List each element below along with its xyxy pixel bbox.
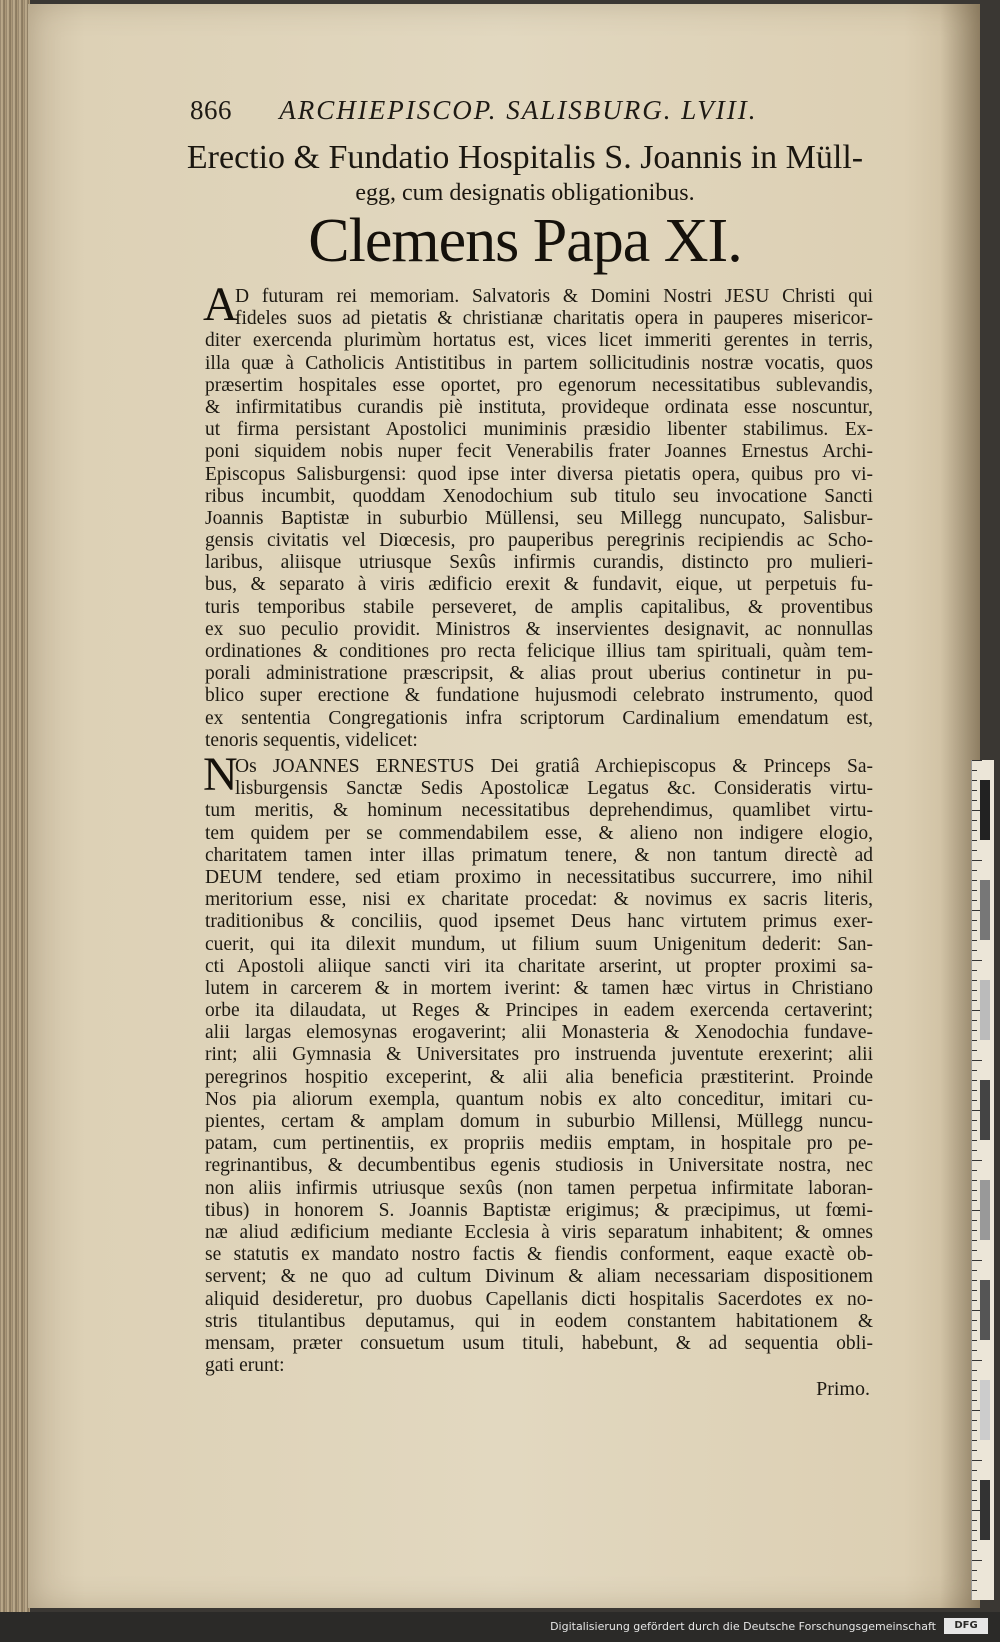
text-line: charitatem tamen inter illas primatum tenere, & non tantum directè ad: [205, 844, 873, 866]
text-line: poni siquidem nobis nuper fecit Venerabilis frater Joannes Ernestus Archi-: [205, 441, 873, 463]
text-line: aliquid desideretur, pro duobus Capellanis dicti hospitalis Sacerdotes ex no-: [205, 1288, 873, 1310]
drop-cap-a: A: [203, 278, 238, 331]
running-head: ARCHIEPISCOP. SALISBURG. LVIII.: [279, 95, 758, 125]
text-line: bus, & separato à viris ædificio erexit & fundavit, eique, ut perpetuis fu-: [205, 574, 873, 596]
text-line: tem quidem per se commendabilem esse, & alieno non indigere elogio,: [205, 822, 873, 844]
text-line: lutem in carcerem & in mortem iverint: & tamen hæc virtus in Christiano: [205, 977, 873, 999]
document-title: [170, 138, 880, 208]
text-line: orbe ita dilaudata, ut Reges & Principes in eadem exercenda certaverint;: [205, 1000, 873, 1022]
title-line-2: egg, cum designatis obligationibus.: [355, 180, 695, 206]
text-line: næ aliud ædificium mediante Ecclesia à viris separatum inhabitent; & omnes: [205, 1221, 873, 1243]
text-line: lisburgensis Sanctæ Sedis Apostolicæ Legatus &c. Consideratis virtu-: [235, 778, 873, 800]
paragraph-bull: [205, 286, 873, 752]
text-line: gati erunt:: [205, 1355, 285, 1377]
text-line: rint; alii Gymnasia & Universitates pro instruenda juventute erexerint; alii: [205, 1044, 873, 1066]
digitization-footer: [0, 1612, 1000, 1642]
drop-cap-n: N: [203, 748, 238, 801]
text-line: Joannis Baptistæ in suburbio Müllensi, seu Millegg nuncupato, Salisbur-: [205, 507, 873, 529]
text-line: alii largas elemosynas erogaverint; alii Monasteria & Xenodochia fundave-: [205, 1022, 873, 1044]
text-line: tum meritis, & hominum necessitatibus deprehendimus, quamlibet virtu-: [205, 800, 873, 822]
text-line: turis temporibus stabile perseveret, de amplis capitalibus, & proventibus: [205, 596, 873, 618]
text-line: gensis civitatis vel Diœcesis, pro pauperibus peregrinis recipiendis ac Scho-: [205, 530, 873, 552]
paragraph-instrument: [205, 756, 873, 1377]
text-line: ordinationes & conditiones pro recta felicique illius tam spirituali, quàm tem-: [205, 641, 873, 662]
title-line-1: Erectio & Fundatio Hospitalis S. Joannis in Müll-: [186, 139, 864, 176]
page-number: 866: [190, 95, 232, 125]
text-line: ex suo peculio providit. Ministros & inservientes designavit, ac nonnullas: [205, 618, 873, 640]
text-line: Nos pia aliorum exempla, quantum nobis ex alto conceditur, imitari cu-: [205, 1088, 873, 1110]
text-line: Os JOANNES ERNESTUS Dei gratiâ Archiepiscopus & Princeps Sa-: [235, 756, 873, 777]
text-line: ribus incumbit, quoddam Xenodochium sub titulo seu invocatione Sancti: [205, 485, 873, 507]
text-line: pientes, certam & amplam domum in suburbio Millensi, Müllegg nuncu-: [205, 1111, 873, 1132]
text-line: ut firma persistant Apostolici muniminis præsidio libenter stabilimus. Ex-: [205, 419, 873, 441]
text-line: traditionibus & conciliis, quod ipsemet Deus hanc virtutem primus exer-: [205, 911, 873, 933]
text-line: illa quæ à Catholicis Antistitibus in partem sollicitudinis nostræ vocatis, quos: [205, 352, 873, 374]
text-line: cti Apostoli aliique sancti viri ita charitate arserint, ut propter proximi sa-: [205, 955, 873, 977]
text-line: cuerit, qui ita dilexit mundum, ut filium suum Unigenitum dederit: San-: [205, 933, 873, 955]
text-line: D futuram rei memoriam. Salvatoris & Domini Nostri JESU Christi qui: [235, 286, 873, 307]
text-line: peregrinos hospitio exceperint, & alii alia beneficia præstiterint. Proinde: [205, 1066, 873, 1088]
page-header: [190, 95, 830, 126]
text-line: porali administratione præscripsit, & alias prout uberius continetur in pu-: [205, 663, 873, 685]
text-line: laribus, aliisque utriusque Sexûs infirmis curandis, distincto pro mulieri-: [205, 552, 873, 574]
text-line: DEUM tendere, sed etiam proximo in necessitatibus succurrere, imo nihil: [205, 866, 873, 888]
text-line: præsertim hospitales esse oportet, pro egenorum necessitatibus sublevandis,: [205, 374, 873, 396]
text-line: non aliis infirmis utriusque sexûs (non tamen perpetua infirmitate laboran-: [205, 1177, 873, 1199]
funding-credit: Digitalisierung gefördert durch die Deutsche Forschungsgemeinschaft: [550, 1620, 936, 1633]
text-line: mensam, præter consuetum usum tituli, habebunt, & ad sequentia obli-: [205, 1332, 873, 1354]
text-line: tenoris sequentis, videlicet:: [205, 729, 418, 751]
text-line: stris titulantibus deputamus, qui in eodem constantem habitationem &: [205, 1310, 873, 1332]
text-line: tibus) in honorem S. Joannis Baptistæ erigimus; & præcipimus, ut fœmi-: [205, 1199, 873, 1221]
catchword: Primo.: [816, 1378, 870, 1400]
book-page-edges: [0, 0, 30, 1612]
text-line: regrinantibus, & decumbentibus egenis studiosis in Universitate nostra, nec: [205, 1155, 873, 1177]
text-line: & infirmitatibus curandis piè instituta, provideque ordinata esse noscuntur,: [205, 396, 873, 418]
text-line: servent; & ne quo ad cultum Divinum & aliam necessariam dispositionem: [205, 1266, 873, 1288]
text-line: ex sententia Congregationis infra scriptorum Cardinalium emendatum est,: [205, 707, 873, 729]
text-line: se statutis ex mandato nostro factis & fiendis conforment, eaque exactè ob-: [205, 1244, 873, 1266]
text-line: patam, cum pertinentiis, ex propriis mediis emptam, in hospitale pro pe-: [205, 1133, 873, 1155]
scan-ruler: [971, 760, 994, 1600]
text-line: blico super erectione & fundatione hujusmodi celebrato instrumento, quod: [205, 685, 873, 707]
text-line: diter exercenda plurimùm hortatus est, vices licet immeriti gerentes in terris,: [205, 330, 873, 352]
text-line: meritorium esse, nisi ex charitate procedat: & novimus ex sacris literis,: [205, 889, 873, 911]
text-line: Episcopus Salisburgensi: quod ipse inter diversa pietatis opera, quibus pro vi-: [205, 463, 873, 485]
main-heading: Clemens Papa XI.: [308, 207, 742, 275]
text-line: fideles suos ad pietatis & christianæ charitatis opera in pauperes misericor-: [235, 308, 873, 330]
dfg-logo: DFG: [944, 1618, 988, 1634]
